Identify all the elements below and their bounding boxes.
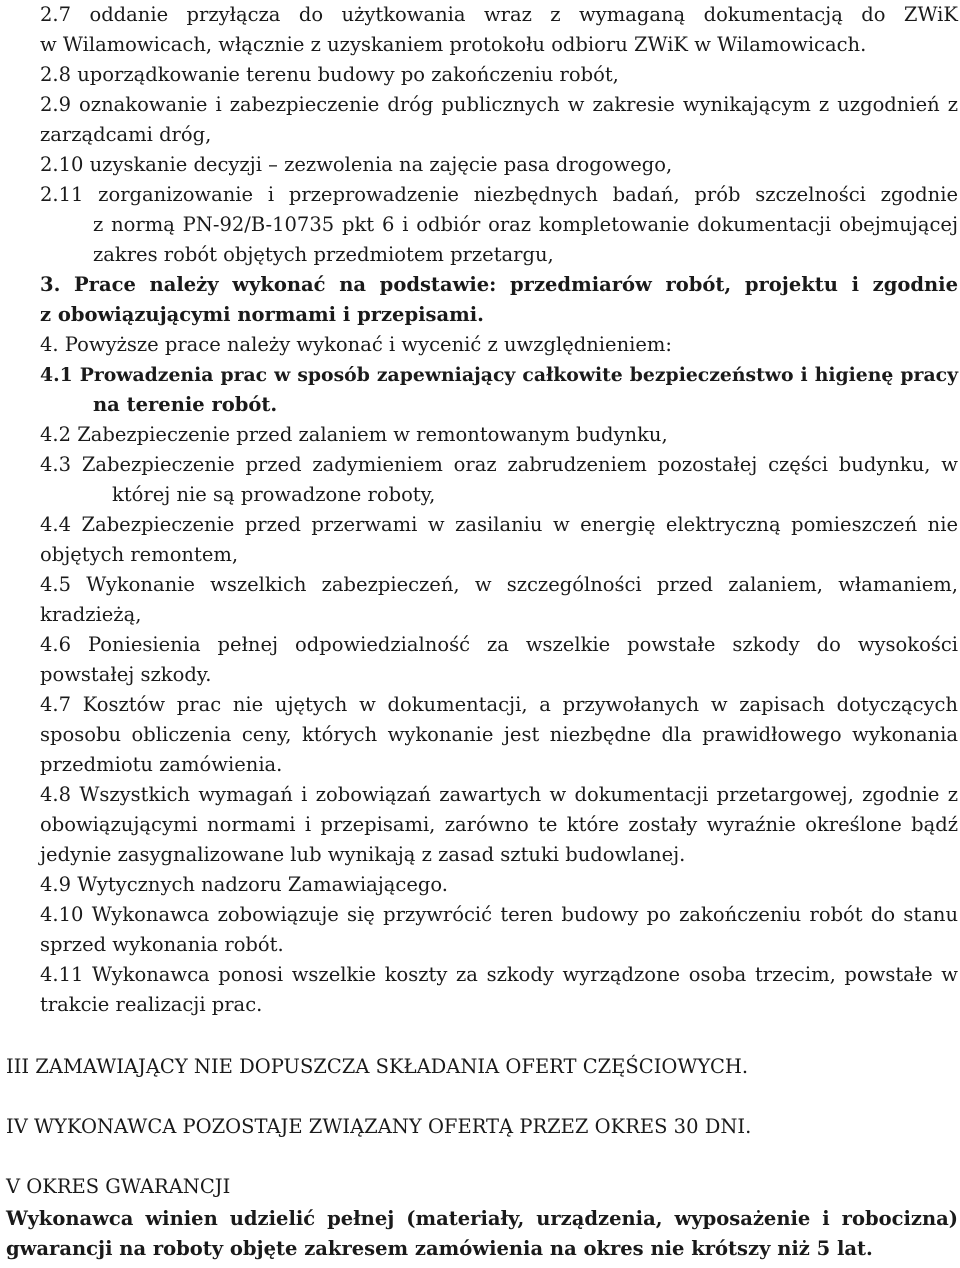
item-4-5-line-1: 4.5 Wykonanie wszelkich zabezpieczeń, w szczególności przed zalaniem, włamaniem, xyxy=(40,573,958,596)
item-4-10-line-2: sprzed wykonania robót. xyxy=(40,933,284,956)
item-4-4 xyxy=(40,510,958,570)
section-iii xyxy=(6,1052,956,1082)
item-4-11-line-1: 4.11 Wykonawca ponosi wszelkie koszty za szkody wyrządzone osoba trzecim, powstałe w xyxy=(40,963,958,986)
item-4-1-line-1: 4.1 Prowadzenia prac w sposób zapewniający całkowite bezpieczeństwo i higienę pracy xyxy=(40,364,958,386)
section-iv xyxy=(6,1112,956,1142)
item-2-7-line-1: 2.7 oddanie przyłącza do użytkowania wraz z wymaganą dokumentacją do ZWiK xyxy=(40,3,958,26)
section-v-body xyxy=(6,1204,958,1264)
item-4-7-line-2: sposobu obliczenia ceny, których wykonanie jest niezbędne dla prawidłowego wykonania xyxy=(40,723,958,746)
section-iv-heading: IV WYKONAWCA POZOSTAJE ZWIĄZANY OFERTĄ PRZEZ OKRES 30 DNI. xyxy=(6,1115,752,1138)
item-3 xyxy=(40,270,958,330)
item-2-9-line-1: 2.9 oznakowanie i zabezpieczenie dróg publicznych w zakresie wynikającym z uzgodnień z xyxy=(40,93,958,116)
item-4-11-line-2: trakcie realizacji prac. xyxy=(40,993,263,1016)
item-4-line-1: 4. Powyższe prace należy wykonać i wycenić z uwzględnieniem: xyxy=(40,333,672,356)
item-2-10-line-1: 2.10 uzyskanie decyzji – zezwolenia na zajęcie pasa drogowego, xyxy=(40,153,673,176)
item-4-7 xyxy=(40,690,958,780)
item-2-7 xyxy=(40,0,958,60)
item-4-10 xyxy=(40,900,958,960)
item-4-3 xyxy=(40,450,958,510)
item-4-11 xyxy=(40,960,958,1020)
item-2-8-line-1: 2.8 uporządkowanie terenu budowy po zakończeniu robót, xyxy=(40,63,619,86)
item-2-9 xyxy=(40,90,958,150)
item-4-1 xyxy=(40,360,958,420)
item-2-11 xyxy=(40,180,958,270)
item-4-8-line-2: obowiązującymi normami i przepisami, zarówno te które zostały wyraźnie określone bądź xyxy=(40,813,958,836)
item-4-8-line-3: jedynie zasygnalizowane lub wynikają z zasad sztuki budowlanej. xyxy=(40,843,686,866)
item-4-3-line-1: 4.3 Zabezpieczenie przed zadymieniem oraz zabrudzeniem pozostałej części budynku, w xyxy=(40,453,958,476)
item-4-7-line-3: przedmiotu zamówienia. xyxy=(40,753,283,776)
item-2-8 xyxy=(40,60,958,90)
section-v-body-line-2: gwarancji na roboty objęte zakresem zamówienia na okres nie krótszy niż 5 lat. xyxy=(6,1237,873,1260)
item-2-11-line-3: zakres robót objętych przedmiotem przetargu, xyxy=(93,243,554,266)
item-4-10-line-1: 4.10 Wykonawca zobowiązuje się przywrócić teren budowy po zakończeniu robót do stanu xyxy=(40,903,958,926)
item-2-9-line-2: zarządcami dróg, xyxy=(40,123,212,146)
item-4-6-line-1: 4.6 Poniesienia pełnej odpowiedzialność za wszelkie powstałe szkody do wysokości xyxy=(40,633,958,656)
section-iii-heading: III ZAMAWIAJĄCY NIE DOPUSZCZA SKŁADANIA OFERT CZĘŚCIOWYCH. xyxy=(6,1055,749,1078)
section-v-heading: V OKRES GWARANCJI xyxy=(6,1175,231,1198)
item-4-6 xyxy=(40,630,958,690)
section-v-body-line-1: Wykonawca winien udzielić pełnej (materiały, urządzenia, wyposażenie i robocizna) xyxy=(6,1207,958,1230)
section-v xyxy=(6,1172,956,1202)
item-4-3-line-2: której nie są prowadzone roboty, xyxy=(112,483,436,506)
item-3-line-1: 3. Prace należy wykonać na podstawie: przedmiarów robót, projektu i zgodnie xyxy=(40,273,958,296)
item-2-7-line-2: w Wilamowicach, włącznie z uzyskaniem protokołu odbioru ZWiK w Wilamowicach. xyxy=(40,33,867,56)
item-4-8 xyxy=(40,780,958,870)
item-4-5-line-2: kradzieżą, xyxy=(40,603,142,626)
item-4-2 xyxy=(40,420,958,450)
item-2-10 xyxy=(40,150,958,180)
item-2-11-line-2: z normą PN-92/B-10735 pkt 6 i odbiór oraz kompletowanie dokumentacji obejmującej xyxy=(93,213,958,236)
item-4-2-line-1: 4.2 Zabezpieczenie przed zalaniem w remontowanym budynku, xyxy=(40,423,668,446)
item-4-4-line-2: objętych remontem, xyxy=(40,543,239,566)
item-4-5 xyxy=(40,570,958,630)
item-2-11-line-1: 2.11 zorganizowanie i przeprowadzenie niezbędnych badań, prób szczelności zgodnie xyxy=(40,183,958,206)
item-4-9-line-1: 4.9 Wytycznych nadzoru Zamawiającego. xyxy=(40,873,448,896)
item-4 xyxy=(40,330,958,360)
item-4-9 xyxy=(40,870,958,900)
item-4-4-line-1: 4.4 Zabezpieczenie przed przerwami w zasilaniu w energię elektryczną pomieszczeń nie xyxy=(40,513,958,536)
item-3-line-2: z obowiązującymi normami i przepisami. xyxy=(40,303,484,326)
item-4-7-line-1: 4.7 Kosztów prac nie ujętych w dokumentacji, a przywołanych w zapisach dotyczących xyxy=(40,693,958,716)
item-4-1-line-2: na terenie robót. xyxy=(93,393,278,416)
item-4-8-line-1: 4.8 Wszystkich wymagań i zobowiązań zawartych w dokumentacji przetargowej, zgodnie z xyxy=(40,783,958,806)
item-4-6-line-2: powstałej szkody. xyxy=(40,663,212,686)
